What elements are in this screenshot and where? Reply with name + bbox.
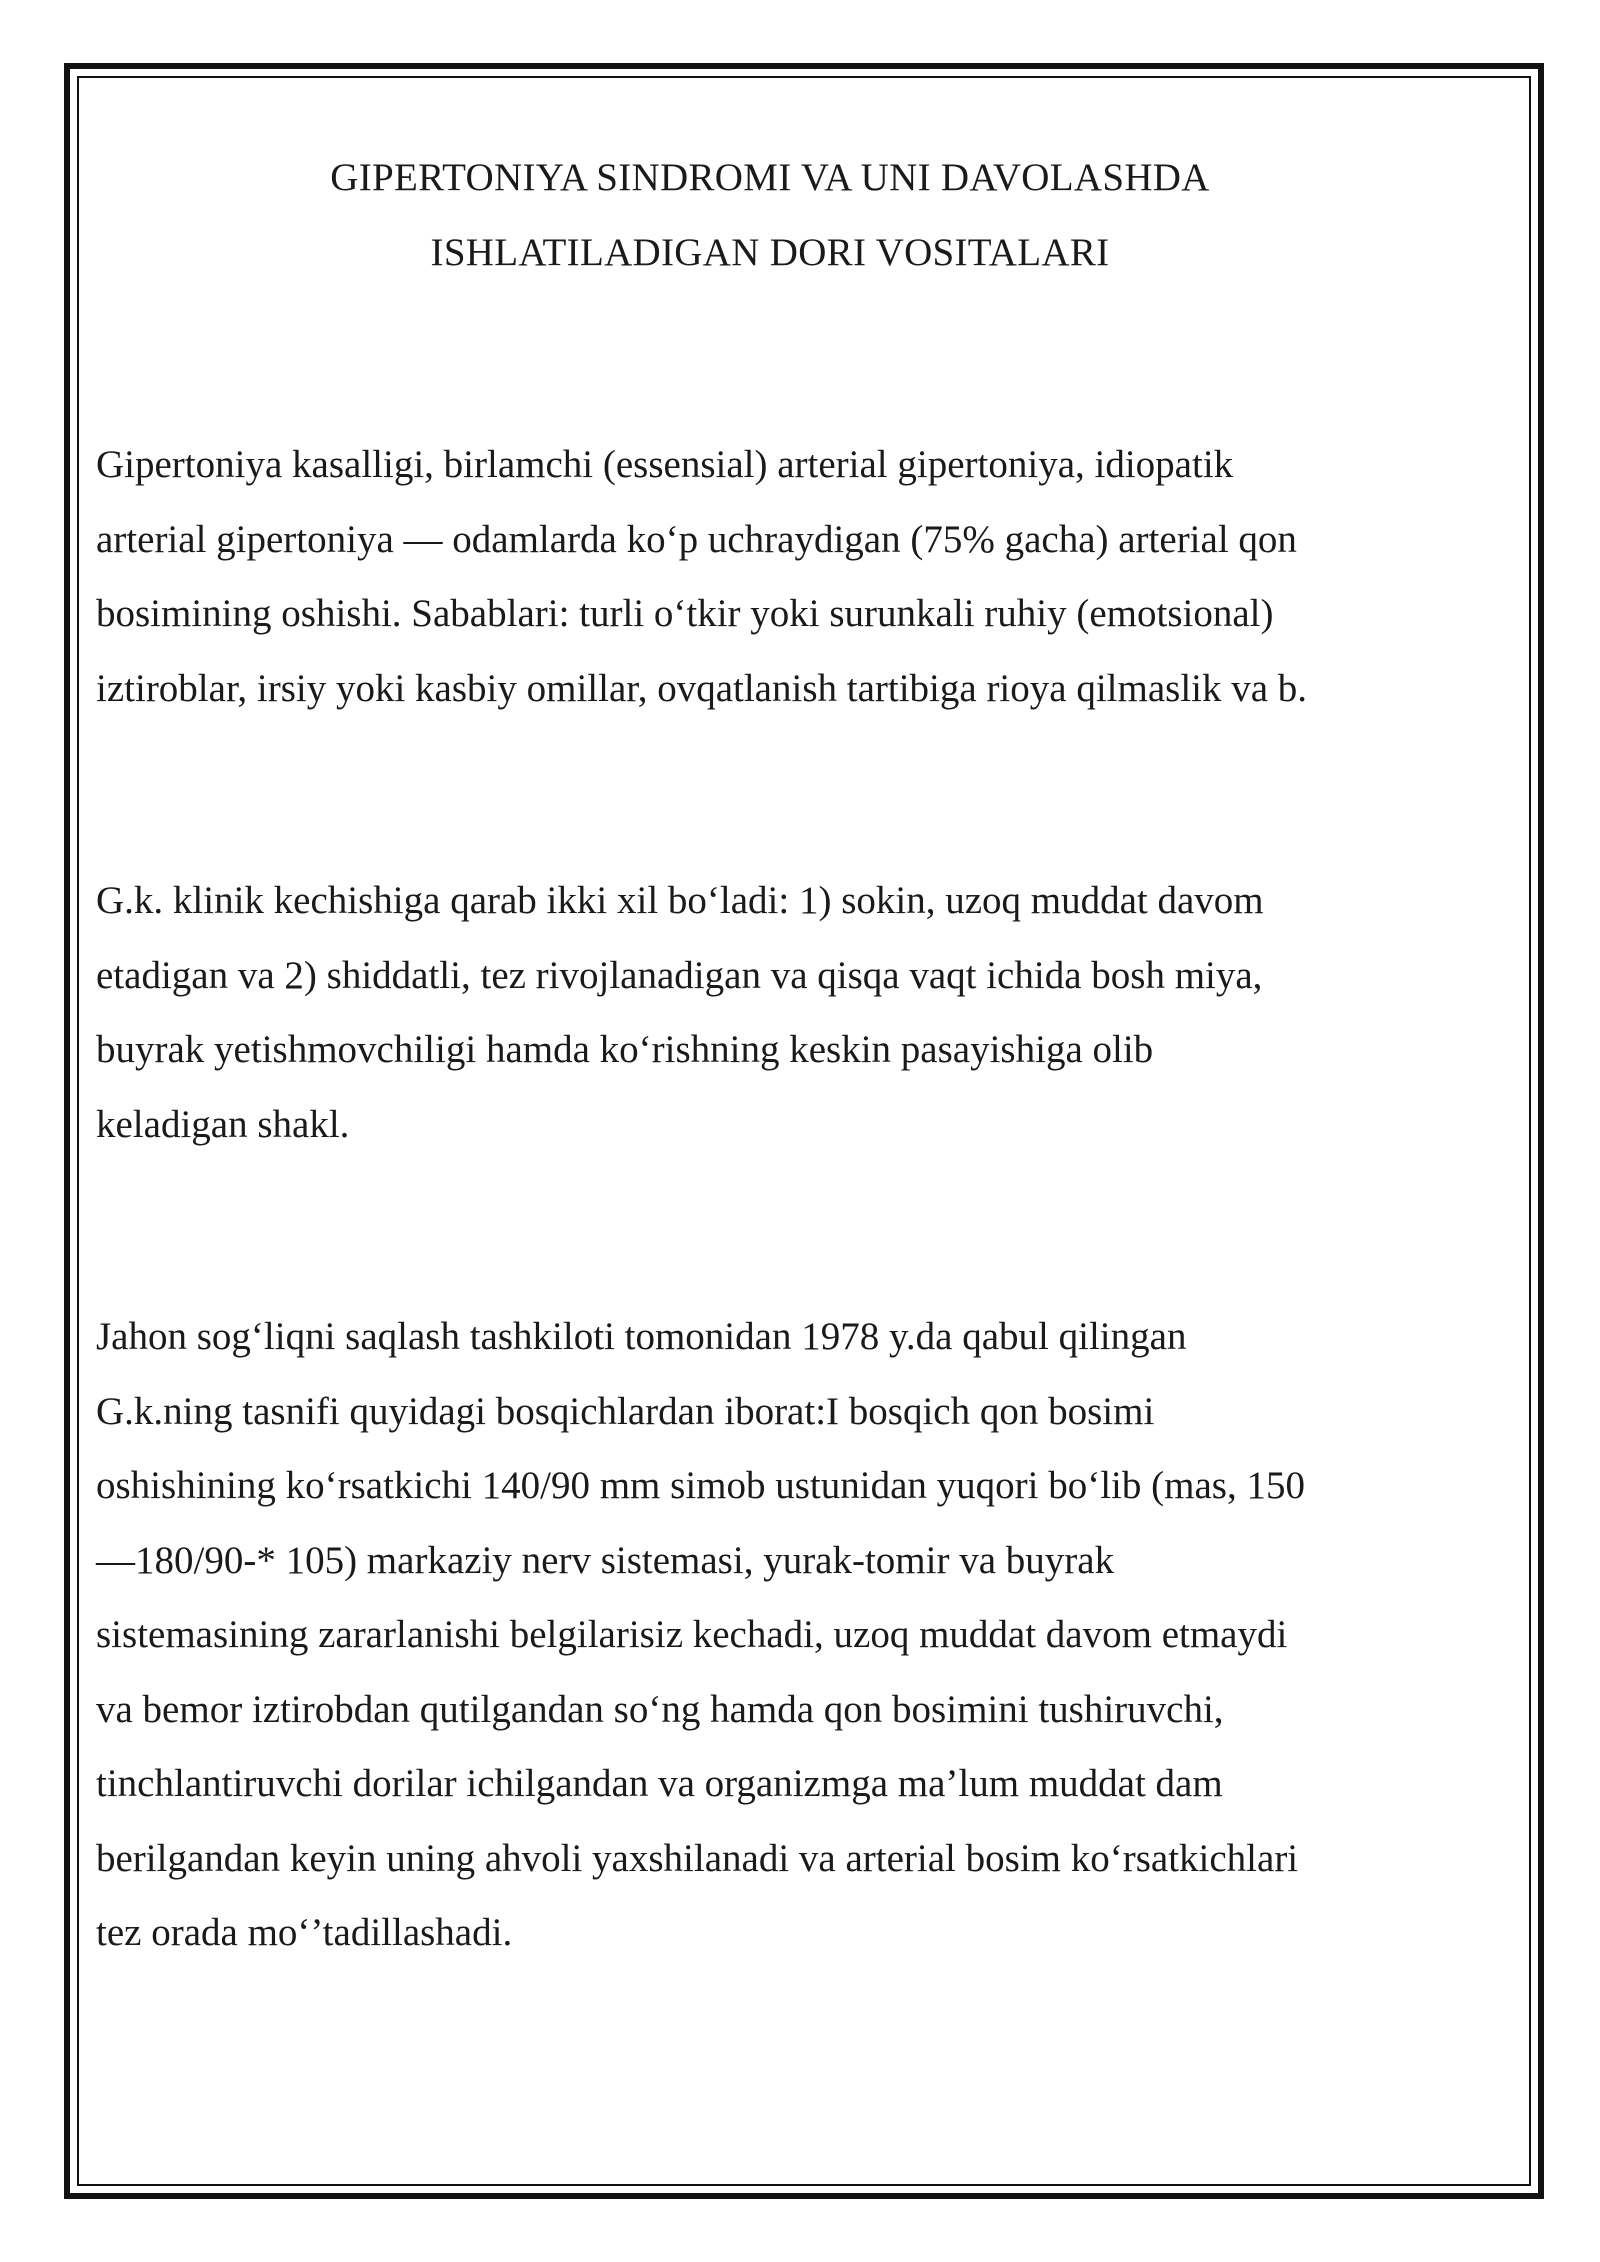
paragraph-line: berilgandan keyin uning ahvoli yaxshilanadi va arterial bosim ko‘rsatkichlari xyxy=(96,1836,1299,1880)
paragraph-who-classification xyxy=(96,1300,1496,1971)
title-line: ISHLATILADIGAN DORI VOSITALARI xyxy=(430,231,1110,274)
paragraph-line: sistemasining zararlanishi belgilarisiz kechadi, uzoq muddat davom etmaydi xyxy=(96,1613,1288,1656)
paragraph-line: bosimining oshishi. Sabablari: turli o‘tkir yoki surunkali ruhiy (emotsional) xyxy=(96,592,1274,635)
paragraph-line: etadigan va 2) shiddatli, tez rivojlanadigan va qisqa vaqt ichida bosh miya, xyxy=(96,953,1263,997)
paragraph-line: Gipertoniya kasalligi, birlamchi (essensial) arterial gipertoniya, idiopatik xyxy=(96,443,1234,486)
title-line: GIPERTONIYA SINDROMI VA UNI DAVOLASHDA xyxy=(330,156,1210,199)
paragraph-definition xyxy=(96,428,1496,726)
paragraph-line: arterial gipertoniya — odamlarda ko‘p uchraydigan (75% gacha) arterial qon xyxy=(96,517,1297,561)
paragraph-line: G.k.ning tasnifi quyidagi bosqichlardan iborat:I bosqich qon bosimi xyxy=(96,1389,1155,1433)
document-title xyxy=(160,140,1380,290)
paragraph-line: oshishining ko‘rsatkichi 140/90 mm simob ustunidan yuqori bo‘lib (mas, 150 xyxy=(96,1464,1305,1507)
paragraph-line: —180/90-* 105) markaziy nerv sistemasi, yurak-tomir va buyrak xyxy=(96,1538,1115,1582)
paragraph-line: buyrak yetishmovchiligi hamda ko‘rishning keskin pasayishiga olib xyxy=(96,1028,1154,1071)
paragraph-line: Jahon sog‘liqni saqlash tashkiloti tomonidan 1978 y.da qabul qilingan xyxy=(96,1315,1187,1358)
paragraph-line: tinchlantiruvchi dorilar ichilgandan va organizmga ma’lum muddat dam xyxy=(96,1762,1223,1805)
paragraph-line: tez orada mo‘’tadillashadi. xyxy=(96,1911,513,1954)
paragraph-line: va bemor iztirobdan qutilgandan so‘ng hamda qon bosimini tushiruvchi, xyxy=(96,1687,1224,1731)
paragraph-clinical-forms xyxy=(96,864,1496,1162)
paragraph-line: G.k. klinik kechishiga qarab ikki xil bo‘ladi: 1) sokin, uzoq muddat davom xyxy=(96,879,1264,922)
paragraph-line: keladigan shakl. xyxy=(96,1102,350,1146)
paragraph-line: iztiroblar, irsiy yoki kasbiy omillar, ovqatlanish tartibiga rioya qilmaslik va b. xyxy=(96,666,1308,710)
